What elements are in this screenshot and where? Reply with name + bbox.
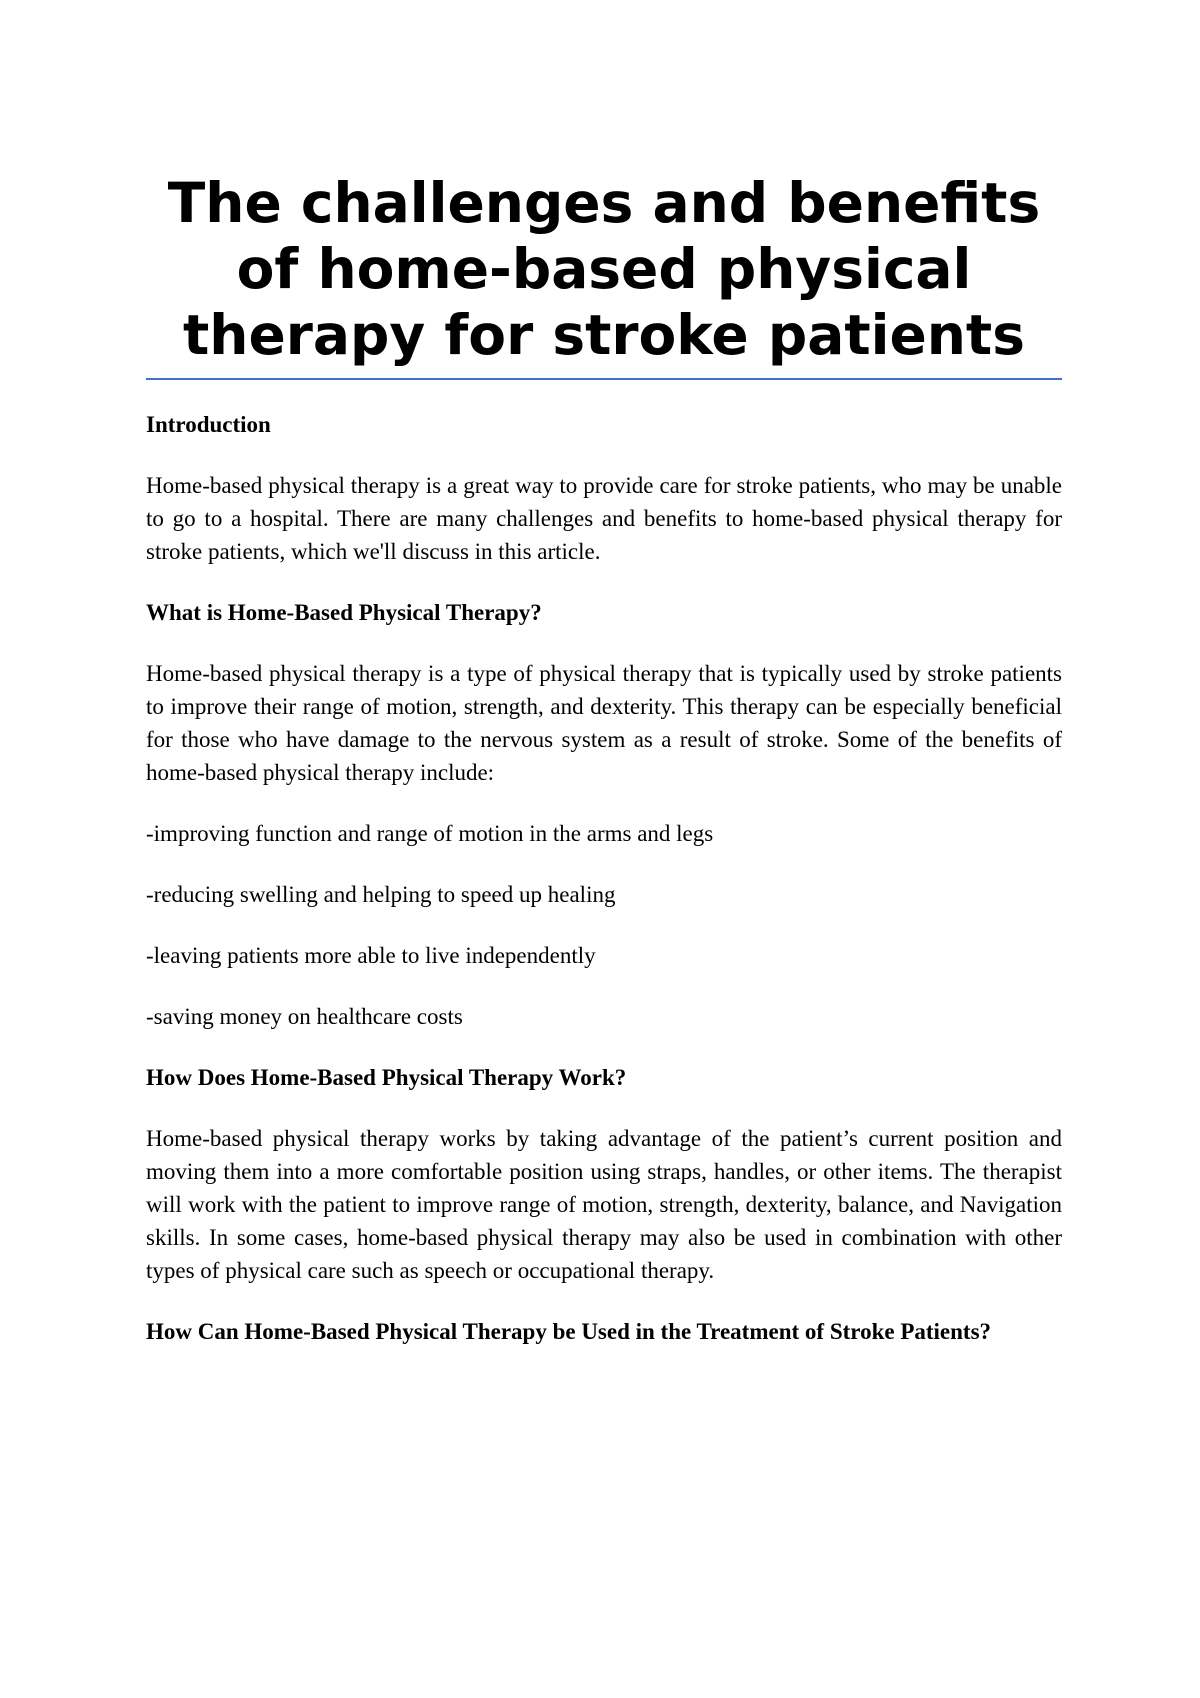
- benefit-list-item: -saving money on healthcare costs: [146, 1004, 463, 1029]
- how-does-paragraph: Home-based physical therapy works by taking advantage of the patient’s current position and moving them into a more comfortable position using straps, handles, or other items. The therapist will work with the patient to improve range of motion, strength, dexterity, balance, and Navigation skills. In some cases, home-based physical therapy may also be used in combination with other types of physical care such as speech or occupational therapy.: [146, 1126, 1062, 1283]
- spacer: [146, 380, 1062, 408]
- benefit-list-item: -improving function and range of motion in the arms and legs: [146, 821, 714, 846]
- intro-paragraph: Home-based physical therapy is a great way to provide care for stroke patients, who may be unable to go to a hospital. There are many challenges and benefits to home-based physical therapy for stroke patients, which we'll discuss in this article.: [146, 473, 1062, 564]
- section-heading-what-is: What is Home-Based Physical Therapy?: [146, 600, 542, 625]
- what-is-paragraph: Home-based physical therapy is a type of physical therapy that is typically used by stroke patients to improve their range of motion, strength, and dexterity. This therapy can be especially beneficial for those who have damage to the nervous system as a result of stroke. Some of the benefits of home-based physical therapy include:: [146, 661, 1062, 785]
- document-page: [146, 170, 1062, 1348]
- document-title: The challenges and benefits of home-based physical therapy for stroke patients: [146, 170, 1062, 380]
- section-heading-how-can: How Can Home-Based Physical Therapy be Used in the Treatment of Stroke Patients?: [146, 1319, 992, 1344]
- benefit-list-item: -reducing swelling and helping to speed up healing: [146, 882, 616, 907]
- section-heading-how-does: How Does Home-Based Physical Therapy Work?: [146, 1065, 627, 1090]
- benefit-list-item: -leaving patients more able to live independently: [146, 943, 596, 968]
- section-heading-introduction: Introduction: [146, 412, 271, 437]
